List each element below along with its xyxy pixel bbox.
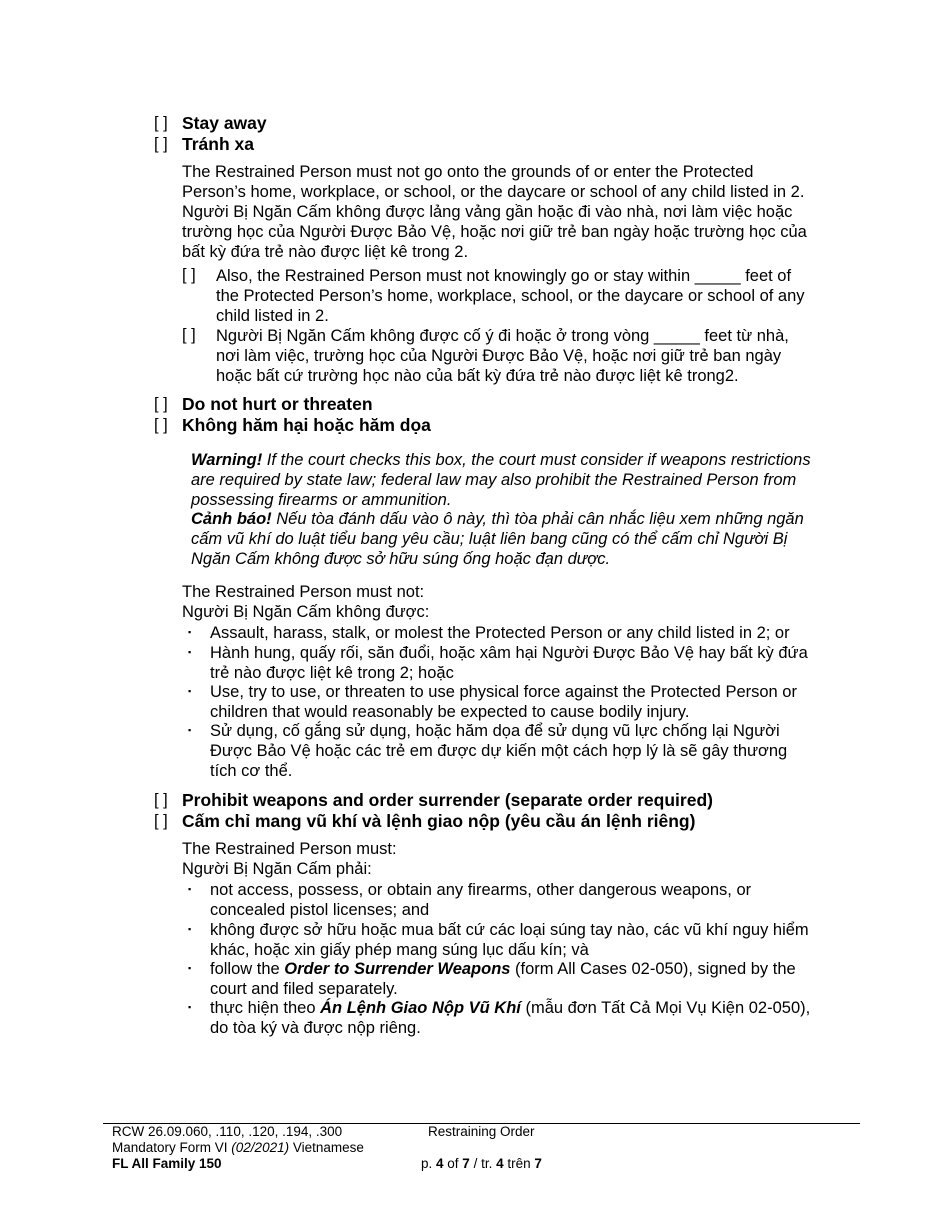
warning-vi: Cảnh báo! Nếu tòa đánh dấu vào ô này, thì tòa phải cân nhắc liệu xem những ngăn cấm vũ khí do luật tiểu bang yêu cầu; luật liên bang cũng có thể cấm chỉ Người Bị Ngăn Cấm không được sở hữu súng ống hoặc đạn dược.	[191, 510, 804, 568]
heading-prohibit-weapons-vi: Cấm chỉ mang vũ khí và lệnh giao nộp (yêu cầu án lệnh riêng)	[182, 811, 696, 831]
warning-en: Warning! If the court checks this box, the court must consider if weapons restrictions are required by state law; federal law may also prohibit the Restrained Person from possessing firearms or ammunition.	[191, 451, 811, 509]
page-number: p. 4 of 7 / tr. 4 trên 7	[421, 1156, 542, 1171]
heading-stay-away: Stay away	[182, 113, 267, 133]
heading-prohibit-weapons: Prohibit weapons and order surrender (separate order required)	[182, 790, 713, 810]
warning-label: Warning!	[191, 451, 263, 469]
must-intro: The Restrained Person must: Người Bị Ngăn Cấm phải:	[182, 840, 397, 878]
checkbox-stay-distance-vi[interactable]: [ ]	[182, 326, 196, 344]
bullet: ▪	[188, 1002, 192, 1012]
checkbox-stay-distance[interactable]: [ ]	[182, 266, 196, 284]
bullet: ▪	[188, 884, 192, 894]
bullet: ▪	[188, 963, 192, 973]
form-id: FL All Family 150	[112, 1156, 222, 1171]
list-item: Use, try to use, or threaten to use physical force against the Protected Person or children that would reasonably be expected to cause bodily injury.	[210, 683, 797, 721]
heading-stay-away-vi: Tránh xa	[182, 134, 254, 154]
list-item: không được sở hữu hoặc mua bất cứ các loại súng tay nào, các vũ khí nguy hiểm khác, hoặc xin giấy phép mang súng lục dấu kín; và	[210, 921, 809, 959]
heading-do-not-hurt: Do not hurt or threaten	[182, 394, 373, 414]
must-not-intro: The Restrained Person must not: Người Bị Ngăn Cấm không được:	[182, 583, 430, 621]
heading-do-not-hurt-vi: Không hăm hại hoặc hăm dọa	[182, 415, 431, 435]
bullet: ▪	[188, 627, 192, 637]
bullet: ▪	[188, 725, 192, 735]
order-to-surrender-weapons-ref: Order to Surrender Weapons	[284, 960, 511, 978]
checkbox-stay-away-vi[interactable]: [ ]	[154, 135, 168, 153]
list-item: not access, possess, or obtain any firearms, other dangerous weapons, or concealed pistol licenses; and	[210, 881, 752, 919]
list-item: follow the Order to Surrender Weapons (form All Cases 02-050), signed by the court and filed separately.	[210, 960, 796, 998]
list-item: Sử dụng, cố gắng sử dụng, hoặc hăm dọa để sử dụng vũ lực chống lại Người Được Bảo Vệ hoặc các trẻ em được dự kiến một cách hợp lý là sẽ gây thương tích cơ thể.	[210, 722, 788, 780]
checkbox-do-not-hurt-vi[interactable]: [ ]	[154, 416, 168, 434]
checkbox-prohibit-weapons[interactable]: [ ]	[154, 791, 168, 809]
checkbox-stay-away[interactable]: [ ]	[154, 114, 168, 132]
list-item: thực hiện theo Án Lệnh Giao Nộp Vũ Khí (mẫu đơn Tất Cả Mọi Vụ Kiện 02-050), do tòa ký và được nộp riêng.	[210, 999, 811, 1037]
footer-doc-title: Restraining Order	[428, 1124, 535, 1139]
bullet: ▪	[188, 647, 192, 657]
checkbox-prohibit-weapons-vi[interactable]: [ ]	[154, 812, 168, 830]
list-item: Assault, harass, stalk, or molest the Protected Person or any child listed in 2; or	[210, 624, 790, 642]
stay-away-body: The Restrained Person must not go onto the grounds of or enter the Protected Person’s home, workplace, or school, or the daycare or school of any child listed in 2. Người Bị Ngăn Cấm không được lảng vảng gần hoặc đi vào nhà, nơi làm việc hoặc trường học của Người Được Bảo Vệ, hoặc nơi giữ trẻ ban ngày hoặc trường học của bất kỳ đứa trẻ nào được liệt kê trong 2.	[182, 163, 807, 261]
stay-distance-text: Also, the Restrained Person must not knowingly go or stay within _____ feet of the Protected Person’s home, workplace, school, or the daycare or school of any child listed in 2.	[216, 267, 805, 325]
bullet: ▪	[188, 686, 192, 696]
checkbox-do-not-hurt[interactable]: [ ]	[154, 395, 168, 413]
order-to-surrender-weapons-ref-vi: Án Lệnh Giao Nộp Vũ Khí	[320, 999, 521, 1017]
bullet: ▪	[188, 924, 192, 934]
stay-distance-text-vi: Người Bị Ngăn Cấm không được cố ý đi hoặc ở trong vòng _____ feet từ nhà, nơi làm việc, trường học của Người Được Bảo Vệ, hoặc nơi giữ trẻ ban ngày hoặc bất cứ trường học nào của bất kỳ đứa trẻ nào được liệt kê trong2.	[216, 327, 789, 385]
warning-label-vi: Cảnh báo!	[191, 510, 272, 528]
list-item: Hành hung, quấy rối, săn đuổi, hoặc xâm hại Người Được Bảo Vệ hay bất kỳ đứa trẻ nào được liệt kê trong 2; hoặc	[210, 644, 808, 682]
footer-form-info: RCW 26.09.060, .110, .120, .194, .300 Mandatory Form VI (02/2021) Vietnamese FL All Family 150	[112, 1124, 364, 1171]
